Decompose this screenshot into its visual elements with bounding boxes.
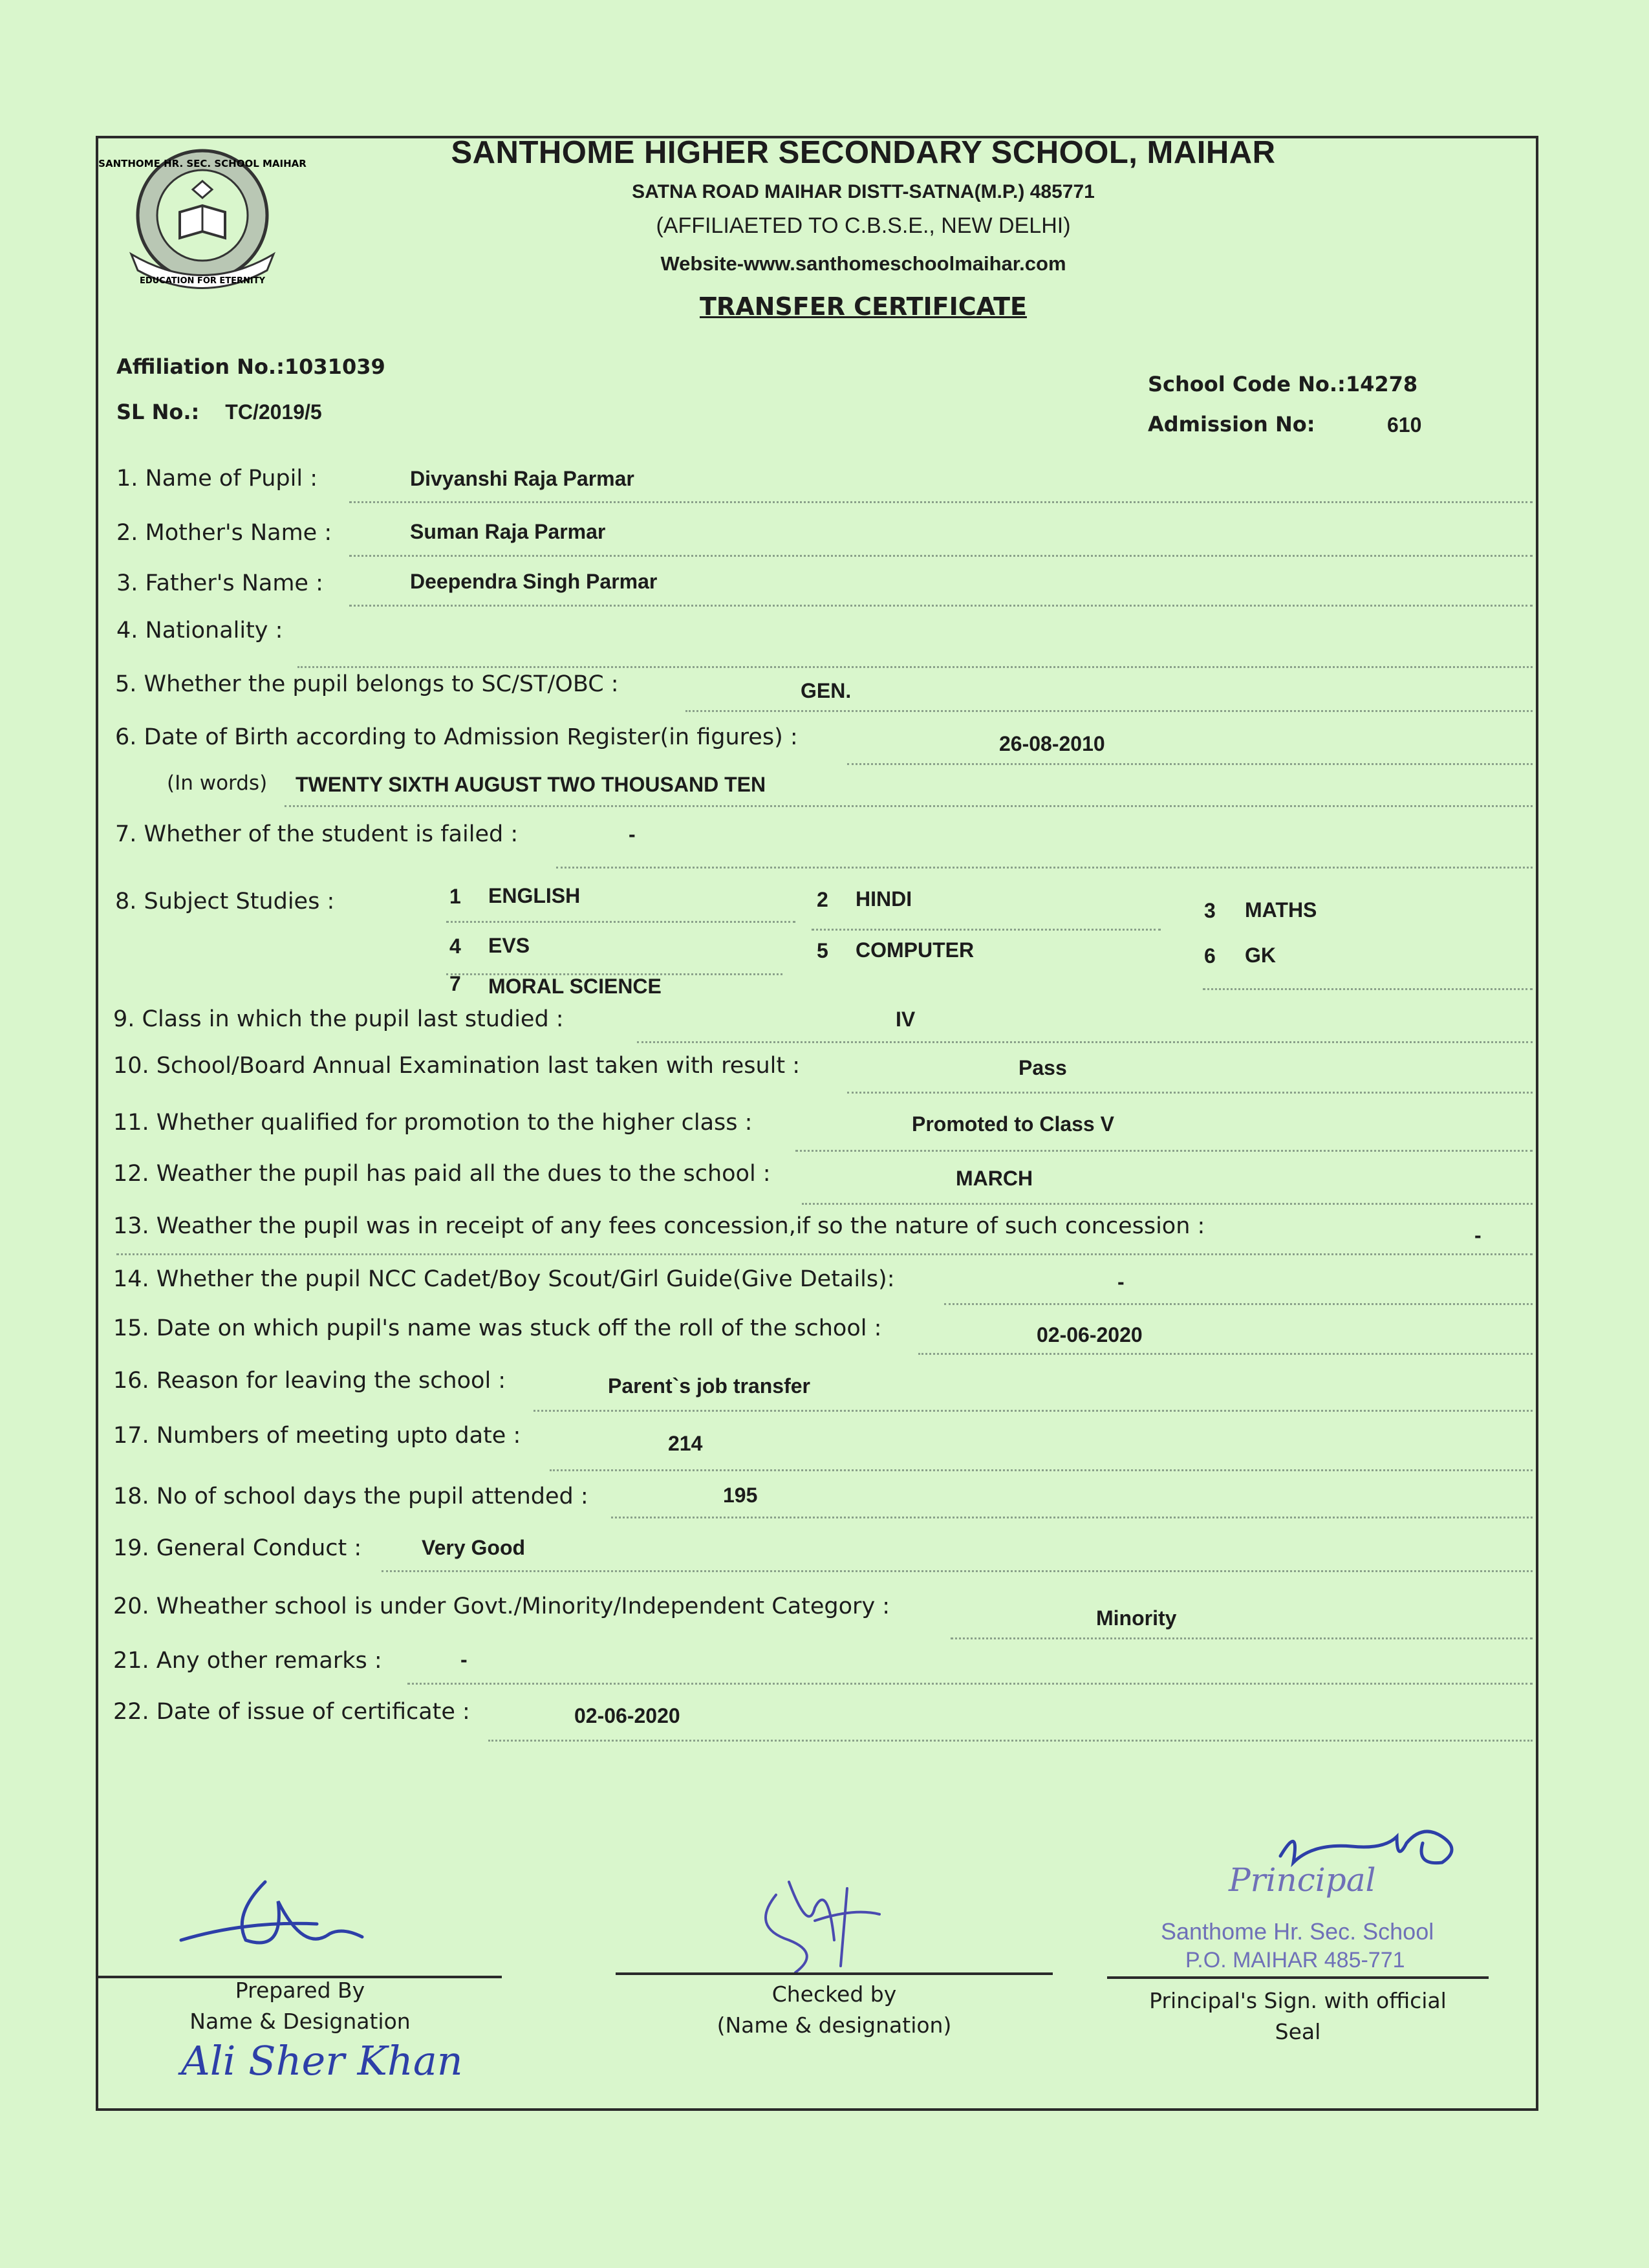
dotted-line xyxy=(611,1517,1533,1518)
field-conduct-label: 19. General Conduct : xyxy=(113,1535,362,1561)
sl-number: SL No.: TC/2019/5 xyxy=(116,400,322,424)
document-title: TRANSFER CERTIFICATE xyxy=(700,292,1027,321)
field-category-label: 5. Whether the pupil belongs to SC/ST/OBC : xyxy=(115,671,619,697)
field-name-label: 1. Name of Pupil : xyxy=(116,466,318,491)
dotted-line xyxy=(446,921,795,923)
field-father-value: Deependra Singh Parmar xyxy=(410,570,658,593)
field-subjects-label: 8. Subject Studies : xyxy=(115,889,335,914)
dotted-line xyxy=(407,1683,1533,1685)
dotted-line xyxy=(802,1203,1533,1205)
field-concession-label: 13. Weather the pupil was in receipt of any fees concession,if so the nature of such concession : xyxy=(113,1213,1205,1239)
dotted-line xyxy=(349,555,1533,557)
field-failed-value: - xyxy=(629,823,636,846)
logo-top-text: SANTHOME HR. SEC. SCHOOL MAIHAR xyxy=(98,158,307,169)
field-issue-date-value: 02-06-2020 xyxy=(574,1704,680,1727)
field-promotion-value: Promoted to Class V xyxy=(912,1112,1114,1136)
dotted-line xyxy=(847,763,1533,765)
field-dob-label: 6. Date of Birth according to Admission Register(in figures) : xyxy=(115,724,798,750)
subject-number: 7 xyxy=(449,972,461,995)
subject-number: 3 xyxy=(1204,899,1216,922)
field-struck-off-value: 02-06-2020 xyxy=(1037,1323,1143,1346)
field-attended-value: 195 xyxy=(723,1484,758,1507)
prepared-by-signature xyxy=(168,1863,388,1960)
subject-name: GK xyxy=(1245,944,1276,967)
dotted-line xyxy=(812,929,1161,931)
field-attended-label: 18. No of school days the pupil attended : xyxy=(113,1484,588,1509)
subject-name: HINDI xyxy=(856,887,912,911)
field-dob-words-label: (In words) xyxy=(167,772,268,795)
dotted-line xyxy=(116,1253,1533,1255)
affiliation-number: Affiliation No.:1031039 xyxy=(116,354,385,379)
field-failed-label: 7. Whether of the student is failed : xyxy=(115,821,519,847)
field-issue-date-label: 22. Date of issue of certificate : xyxy=(113,1699,470,1725)
dotted-line xyxy=(297,666,1533,668)
field-ncc-label: 14. Whether the pupil NCC Cadet/Boy Scout/Girl Guide(Give Details): xyxy=(113,1266,895,1292)
field-dob-words-value: TWENTY SIXTH AUGUST TWO THOUSAND TEN xyxy=(296,773,766,796)
admission-number-value: 610 xyxy=(1387,413,1422,437)
school-website: Website-www.santhomeschoolmaihar.com xyxy=(660,252,1066,275)
subject-number: 1 xyxy=(449,885,461,908)
school-code: School Code No.:14278 xyxy=(1148,372,1418,396)
dotted-line xyxy=(446,973,782,975)
checked-by-caption: Checked by (Name & designation) xyxy=(717,1982,952,2038)
field-class-value: IV xyxy=(896,1008,916,1031)
field-exam-value: Pass xyxy=(1018,1056,1067,1079)
checked-by-signature xyxy=(750,1869,892,1979)
affiliation-board: (AFFILIAETED TO C.B.S.E., NEW DELHI) xyxy=(656,213,1071,238)
field-meetings-label: 17. Numbers of meeting upto date : xyxy=(113,1423,521,1449)
dotted-line xyxy=(556,867,1533,869)
prepared-by-name: Ali Sher Khan xyxy=(181,2037,463,2084)
subject-number: 2 xyxy=(817,888,828,911)
school-name: SANTHOME HIGHER SECONDARY SCHOOL, MAIHAR xyxy=(451,135,1276,170)
subject-number: 6 xyxy=(1204,944,1216,967)
dotted-line xyxy=(349,501,1533,503)
dotted-line xyxy=(382,1570,1533,1572)
field-concession-value: - xyxy=(1474,1224,1482,1247)
subject-name: EVS xyxy=(488,934,530,957)
principal-caption: Principal's Sign. with official Seal xyxy=(1149,1988,1447,2044)
subject-number: 4 xyxy=(449,934,461,958)
school-seal-line2: P.O. MAIHAR 485-771 xyxy=(1185,1948,1405,1972)
dotted-line xyxy=(951,1637,1533,1639)
dotted-line xyxy=(285,805,1533,807)
field-father-label: 3. Father's Name : xyxy=(116,570,323,596)
field-reason-value: Parent`s job transfer xyxy=(608,1374,810,1398)
school-seal-line1: Santhome Hr. Sec. School xyxy=(1161,1918,1434,1945)
dotted-line xyxy=(534,1410,1533,1412)
dotted-line xyxy=(795,1150,1533,1152)
field-remarks-label: 21. Any other remarks : xyxy=(113,1648,382,1674)
field-category-value: GEN. xyxy=(801,679,852,702)
field-class-label: 9. Class in which the pupil last studied : xyxy=(113,1006,564,1032)
dotted-line xyxy=(847,1092,1533,1094)
field-dob-value: 26-08-2010 xyxy=(999,732,1105,755)
field-conduct-value: Very Good xyxy=(422,1536,526,1559)
admission-number: Admission No: xyxy=(1148,412,1315,437)
prepared-by-caption: Prepared By Name & Designation xyxy=(189,1978,411,2034)
dotted-line xyxy=(349,605,1533,607)
field-minority-label: 20. Wheather school is under Govt./Minority/Independent Category : xyxy=(113,1593,890,1619)
dotted-line xyxy=(637,1041,1533,1043)
field-struck-off-label: 15. Date on which pupil's name was stuck off the roll of the school : xyxy=(113,1315,882,1341)
signature-line xyxy=(616,1972,1053,1975)
subject-name: ENGLISH xyxy=(488,884,581,907)
dotted-line xyxy=(685,710,1533,712)
dotted-line xyxy=(550,1469,1533,1471)
field-name-value: Divyanshi Raja Parmar xyxy=(410,467,634,490)
dotted-line xyxy=(944,1303,1533,1305)
subject-name: COMPUTER xyxy=(856,938,975,962)
field-nationality-label: 4. Nationality : xyxy=(116,618,283,643)
subject-name: MATHS xyxy=(1245,898,1317,922)
field-dues-label: 12. Weather the pupil has paid all the dues to the school : xyxy=(113,1161,771,1187)
field-ncc-value: - xyxy=(1117,1270,1125,1293)
school-address: SATNA ROAD MAIHAR DISTT-SATNA(M.P.) 485771 xyxy=(632,181,1095,202)
principal-handwritten-title: Principal xyxy=(1229,1861,1376,1899)
signature-line xyxy=(1107,1976,1489,1979)
field-meetings-value: 214 xyxy=(668,1432,703,1455)
field-remarks-value: - xyxy=(460,1648,468,1671)
dotted-line xyxy=(918,1353,1533,1355)
field-minority-value: Minority xyxy=(1096,1606,1177,1630)
subject-name: MORAL SCIENCE xyxy=(488,975,662,998)
field-dues-value: MARCH xyxy=(956,1167,1033,1190)
field-exam-label: 10. School/Board Annual Examination last taken with result : xyxy=(113,1053,801,1079)
field-mother-label: 2. Mother's Name : xyxy=(116,520,332,546)
field-reason-label: 16. Reason for leaving the school : xyxy=(113,1368,506,1394)
dotted-line xyxy=(1203,988,1533,990)
subject-number: 5 xyxy=(817,939,828,962)
field-promotion-label: 11. Whether qualified for promotion to the higher class : xyxy=(113,1110,753,1136)
logo-ribbon-text: EDUCATION FOR ETERNITY xyxy=(139,276,266,286)
dotted-line xyxy=(488,1740,1533,1742)
field-mother-value: Suman Raja Parmar xyxy=(410,520,606,543)
